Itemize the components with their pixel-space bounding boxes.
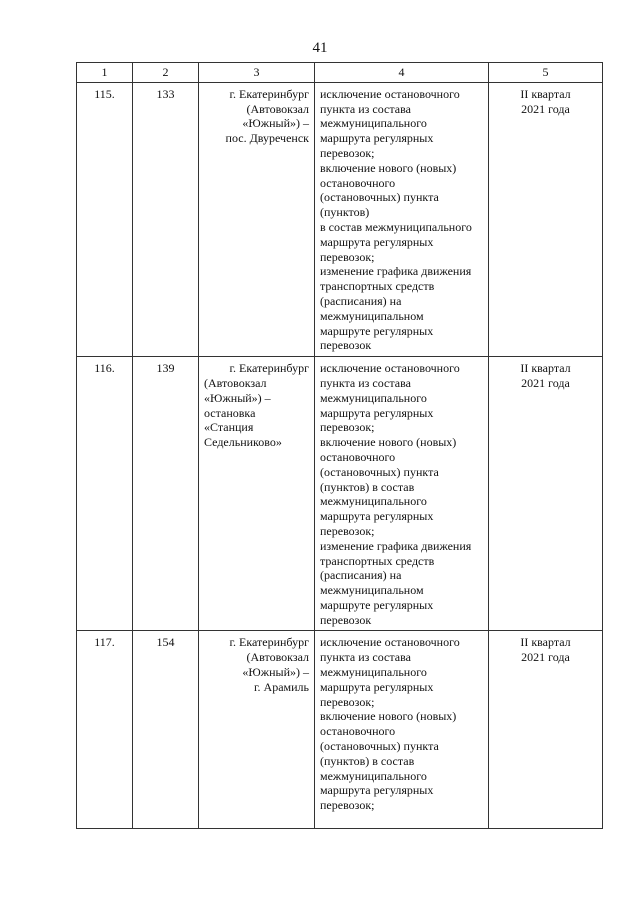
change-line: (остановочных) пункта xyxy=(320,190,439,205)
period-line: 2021 года xyxy=(521,650,570,665)
change-line: пункта из состава xyxy=(320,650,411,665)
change-line: перевозок; xyxy=(320,145,375,160)
change-line: перевозок; xyxy=(320,249,375,264)
column-header: 2 xyxy=(133,63,199,83)
change-line: транспортных средств xyxy=(320,553,435,568)
change-line: пункта из состава xyxy=(320,101,411,116)
change-line: остановочного xyxy=(320,175,396,190)
period-line: 2021 года xyxy=(521,375,570,390)
change-line: перевозок xyxy=(320,338,372,353)
change-line: перевозок; xyxy=(320,798,375,813)
change-line: межмуниципального xyxy=(320,494,427,509)
change-line: маршруте регулярных xyxy=(320,597,434,612)
implementation-period xyxy=(489,82,603,356)
change-line: межмуниципального xyxy=(320,665,427,680)
column-header: 5 xyxy=(489,63,603,83)
schedule-table xyxy=(76,62,603,829)
change-line: (пунктов) в состав xyxy=(320,479,415,494)
route-number: 154 xyxy=(133,631,199,829)
change-line: исключение остановочного xyxy=(320,361,460,376)
route-line: «Южный») – xyxy=(204,390,271,405)
change-line: остановочного xyxy=(320,724,396,739)
change-line: исключение остановочного xyxy=(320,86,460,101)
table-row xyxy=(77,631,603,829)
route-description xyxy=(199,631,315,829)
period-line: II квартал xyxy=(520,635,571,650)
change-line: изменение графика движения xyxy=(320,264,472,279)
route-line: Седельниково» xyxy=(204,435,282,450)
change-line: (расписания) на xyxy=(320,568,402,583)
change-line: включение нового (новых) xyxy=(320,160,457,175)
change-line: межмуниципальном xyxy=(320,308,424,323)
change-line: включение нового (новых) xyxy=(320,435,457,450)
implementation-period xyxy=(489,357,603,631)
route-line: г. Екатеринбург xyxy=(229,635,309,650)
route-line: «Южный») – xyxy=(242,116,309,131)
change-line: транспортных средств xyxy=(320,279,435,294)
change-line: включение нового (новых) xyxy=(320,709,457,724)
change-line: (расписания) на xyxy=(320,293,402,308)
row-index: 117. xyxy=(77,631,133,829)
change-line: остановочного xyxy=(320,449,396,464)
change-line: (пунктов) xyxy=(320,205,370,220)
route-line: «Станция xyxy=(204,420,254,435)
change-line: изменение графика движения xyxy=(320,538,472,553)
column-header: 3 xyxy=(199,63,315,83)
column-header: 4 xyxy=(315,63,489,83)
change-line: перевозок; xyxy=(320,694,375,709)
change-line: маршрута регулярных xyxy=(320,509,434,524)
period-line: 2021 года xyxy=(521,101,570,116)
route-line: г. Екатеринбург xyxy=(229,361,309,376)
change-description xyxy=(315,631,489,829)
change-line: маршрута регулярных xyxy=(320,783,434,798)
table-header-row xyxy=(77,63,603,83)
period-line: II квартал xyxy=(520,361,571,376)
table-row xyxy=(77,357,603,631)
row-index: 116. xyxy=(77,357,133,631)
route-line: г. Екатеринбург xyxy=(229,86,309,101)
change-line: (остановочных) пункта xyxy=(320,464,439,479)
route-line: (Автовокзал xyxy=(204,375,267,390)
change-line: межмуниципального xyxy=(320,390,427,405)
page-number: 41 xyxy=(312,40,328,56)
change-line: (остановочных) пункта xyxy=(320,739,439,754)
change-line: в состав межмуниципального xyxy=(320,219,472,234)
change-line: пункта из состава xyxy=(320,375,411,390)
route-description xyxy=(199,357,315,631)
route-description xyxy=(199,82,315,356)
change-line: межмуниципального xyxy=(320,768,427,783)
period-line: II квартал xyxy=(520,86,571,101)
change-line: перевозок xyxy=(320,612,372,627)
change-line: межмуниципальном xyxy=(320,583,424,598)
table-row xyxy=(77,82,603,356)
change-line: маршруте регулярных xyxy=(320,323,434,338)
change-line: перевозок; xyxy=(320,420,375,435)
route-line: (Автовокзал xyxy=(246,650,309,665)
change-line: маршрута регулярных xyxy=(320,405,434,420)
change-line: исключение остановочного xyxy=(320,635,460,650)
row-index: 115. xyxy=(77,82,133,356)
change-line: маршрута регулярных xyxy=(320,234,434,249)
route-line: пос. Двуреченск xyxy=(225,131,309,146)
column-header: 1 xyxy=(77,63,133,83)
change-line: перевозок; xyxy=(320,523,375,538)
route-number: 139 xyxy=(133,357,199,631)
change-line: маршрута регулярных xyxy=(320,679,434,694)
route-line: (Автовокзал xyxy=(246,101,309,116)
change-description xyxy=(315,82,489,356)
route-number: 133 xyxy=(133,82,199,356)
route-line: остановка xyxy=(204,405,256,420)
change-line: межмуниципального xyxy=(320,116,427,131)
change-line: маршрута регулярных xyxy=(320,131,434,146)
route-line: г. Арамиль xyxy=(253,679,309,694)
change-description xyxy=(315,357,489,631)
change-line: (пунктов) в состав xyxy=(320,753,415,768)
implementation-period xyxy=(489,631,603,829)
route-line: «Южный») – xyxy=(242,665,309,680)
